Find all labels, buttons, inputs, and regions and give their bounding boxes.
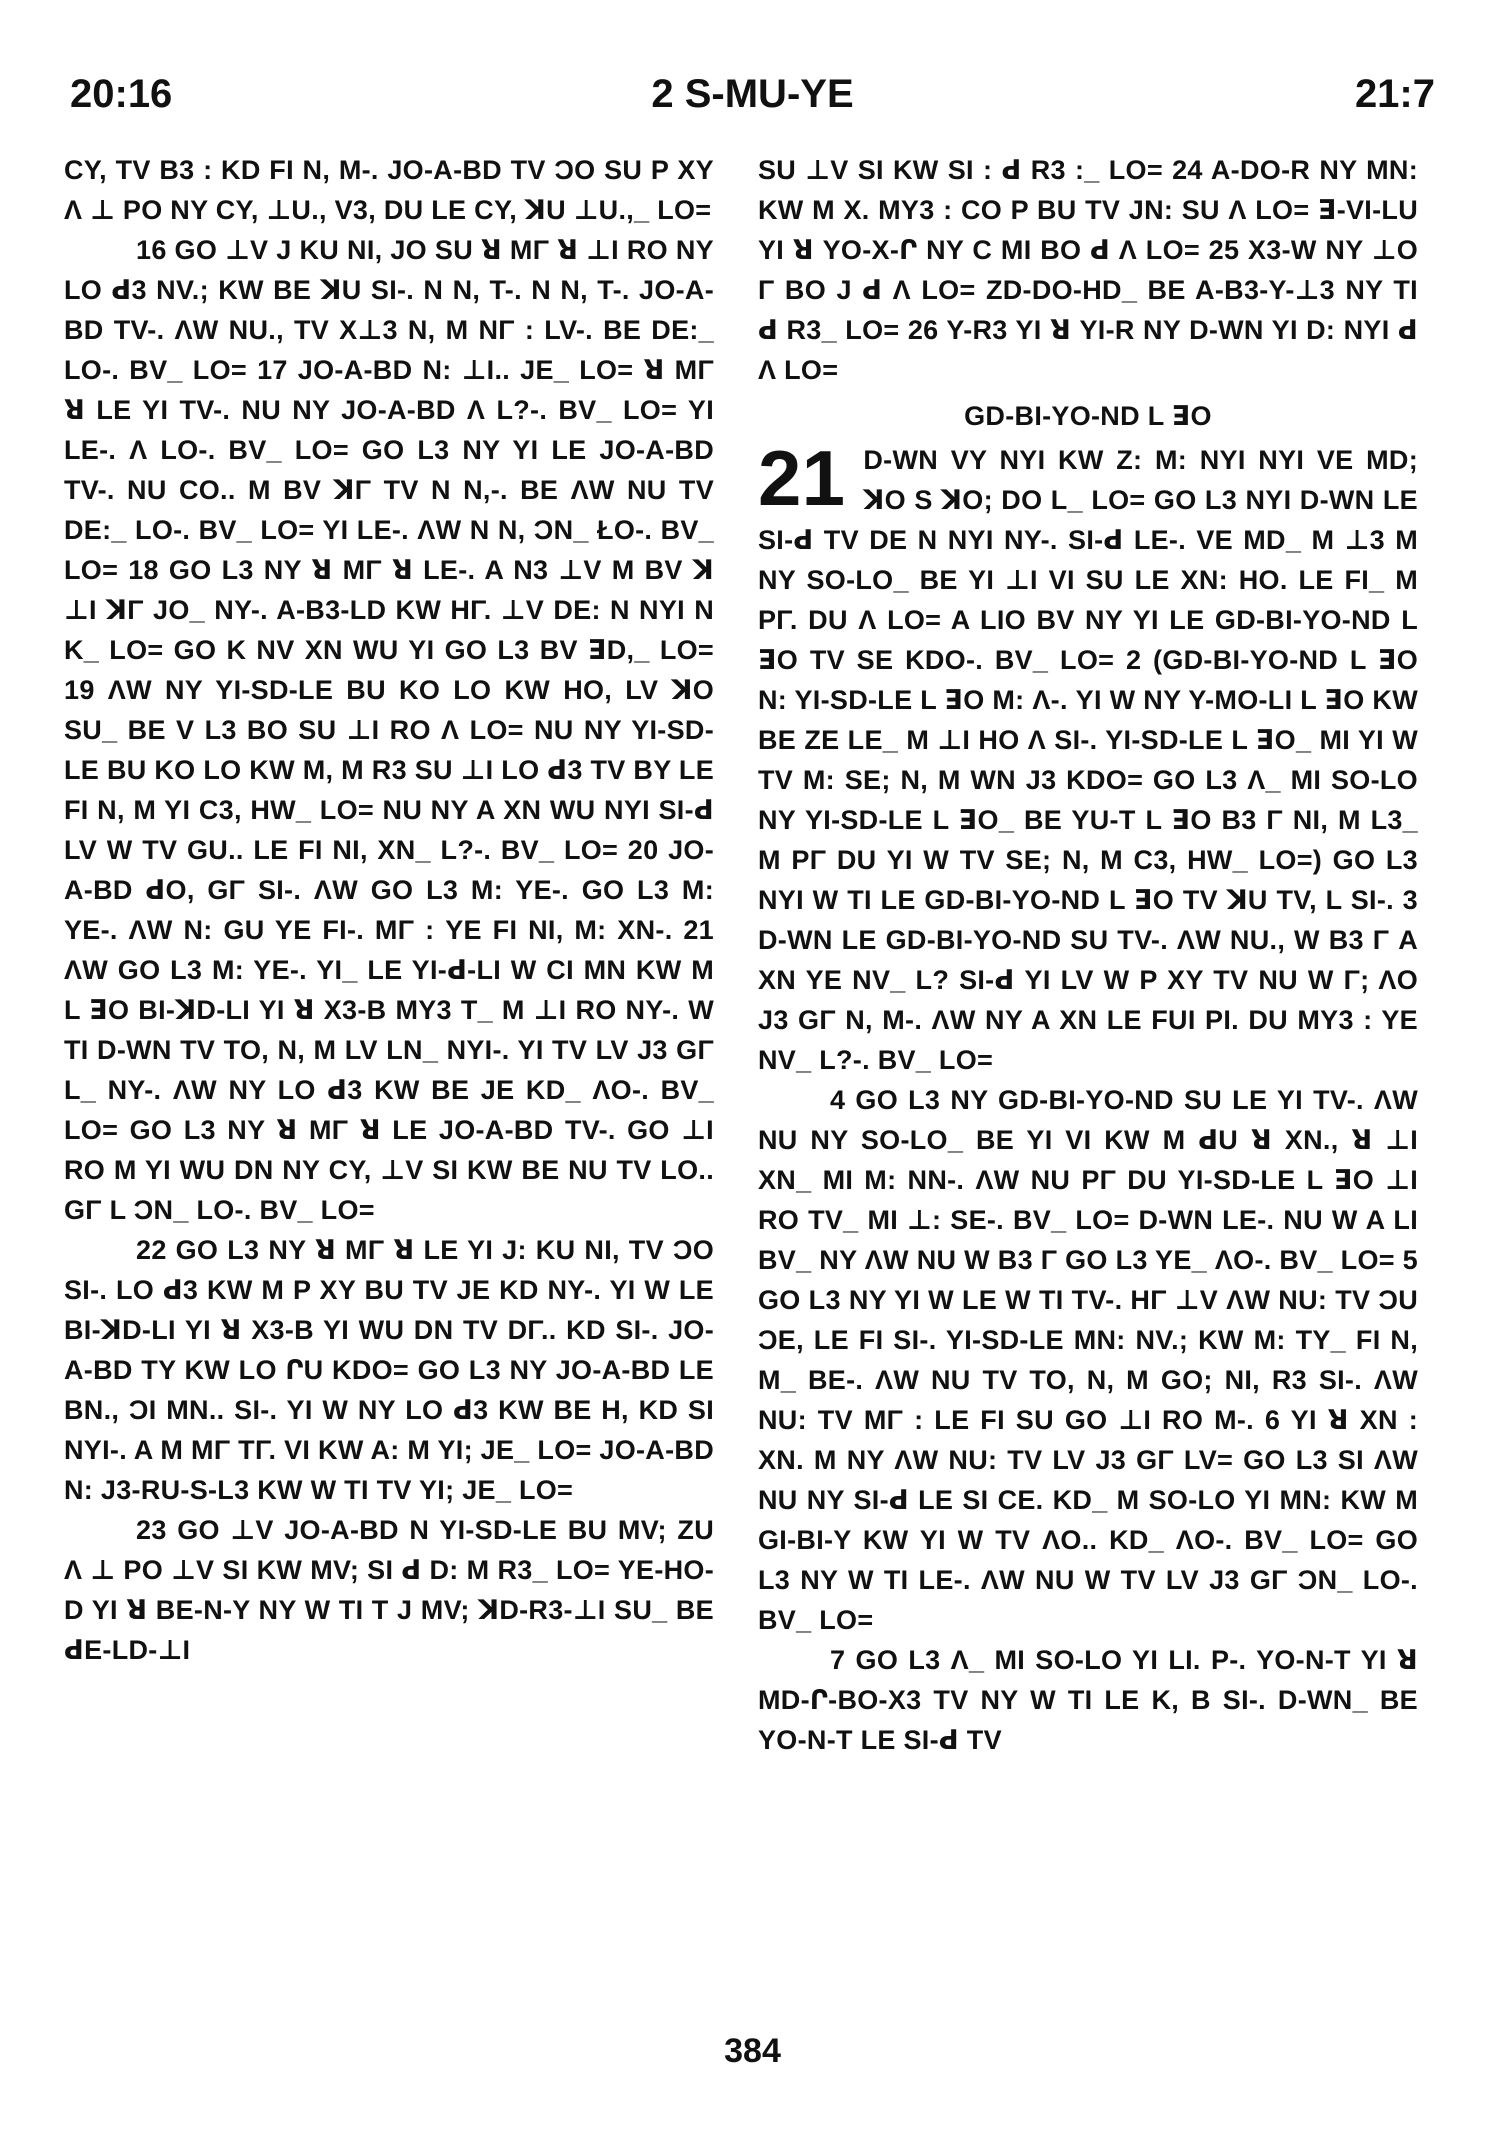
- header-verse-start: 20:16: [70, 72, 173, 116]
- paragraph-right-1: SU ⊥V SI KW SI : ꓒ R3 :_ LO= 24 A-DO-R NY MN: KW M X. MY3 : CO P BU TV JN: SU Λ LO= ꓱ-VI-LU YI ꓤ YO-X-Ր NY C MI BO ꓒ Λ LO= 25 X3-W NY ⊥O Γ BO J ꓒ Λ LO= ZD-DO-HD_ BE A-B3-Y-⊥3 NY TI ꓒ R3_ LO= 26 Y-R3 YI ꓤ YI-R NY D-WN YI D: NYI ꓒ Λ LO=: [758, 155, 1418, 385]
- paragraph-left-3: 22 GO L3 NY ꓤ MΓ ꓤ LE YI J: KU NI, TV ƆO SI-. LO ꓒ3 KW M P XY BU TV JE KD NY-. YI W LE BI-ꓘD-LI YI ꓤ X3-B YI WU DN TV DΓ.. KD SI-. JO-A-BD TY KW LO ՐU KDO= GO L3 NY JO-A-BD LE BN., ƆI MN.. SI-. YI W NY LO ꓒ3 KW BE H, KD SI NYI-. A M MΓ TΓ. VI KW A: M YI; JE_ LO= JO-A-BD N: J3-RU-S-L3 KW W TI TV YI; JE_ LO=: [64, 1235, 714, 1505]
- header-book-title: 2 S-MU-YE: [651, 72, 854, 116]
- paragraph-right-2-text: D-WN VY NYI KW Z: M: NYI NYI VE MD; ꓘO S ꓘO; DO L_ LO= GO L3 NYI D-WN LE SI-ꓒ TV DE N NYI NY-. SI-ꓒ LE-. VE MD_ M ⊥3 M NY SO-LO_ BE YI ⊥I VI SU LE XN: HO. LE FI_ M PΓ. DU Λ LO= A LIO BV NY YI LE GD-BI-YO-ND L ꓱO TV SE KDO-. BV_ LO= 2 (GD-BI-YO-ND L ꓱO N: YI-SD-LE L ꓱO M: Λ-. YI W NY Y-MO-LI L ꓱO KW BE ZE LE_ M ⊥I HO Λ SI-. YI-SD-LE L ꓱO_ MI YI W TV M: SE; N, M WN J3 KDO= GO L3 Λ_ MI SO-LO NY YI-SD-LE L ꓱO_ BE YU-T L ꓱO B3 Γ NI, M L3_ M PΓ DU YI W TV SE; N, M C3, HW_ LO=) GO L3 NYI W TI LE GD-BI-YO-ND L ꓱO TV ꓘU TV, L SI-. 3 D-WN LE GD-BI-YO-ND SU TV-. ΛW NU., W B3 Γ A XN YE NV_ L? SI-ꓒ YI LV W P XY TV NU W Γ; ΛO J3 GΓ N, M-. ΛW NY A XN LE FUI PI. DU MY3 : YE NV_ L?-. BV_ LO=: [758, 445, 1418, 1075]
- paragraph-right-2: [758, 434, 1418, 1080]
- paragraph-left-1: CY, TV B3 : KD FI N, M-. JO-A-BD TV ƆO SU P XY Λ ⊥ PO NY CY, ⊥U., V3, DU LE CY, ꓘU ⊥U.,_ LO=: [64, 155, 714, 225]
- page-number: 384: [724, 2032, 781, 2070]
- paragraph-left-2: 16 GO ⊥V J KU NI, JO SU ꓤ MΓ ꓤ ⊥I RO NY LO ꓒ3 NV.; KW BE ꓘU SI-. N N, T-. N N, T-. JO-A-BD TV-. ΛW NU., TV X⊥3 N, M NΓ : LV-. BE DE:_ LO-. BV_ LO= 17 JO-A-BD N: ⊥I.. JE_ LO= ꓤ MΓ ꓤ LE YI TV-. NU NY JO-A-BD Λ L?-. BV_ LO= YI LE-. Λ LO-. BV_ LO= GO L3 NY YI LE JO-A-BD TV-. NU CO.. M BV ꓘΓ TV N N,-. BE ΛW NU TV DE:_ LO-. BV_ LO= YI LE-. ΛW N N, ƆN_ ŁO-. BV_ LO= 18 GO L3 NY ꓤ MΓ ꓤ LE-. A N3 ⊥V M BV ꓘ ⊥I ꓘΓ JO_ NY-. A-B3-LD KW HΓ. ⊥V DE: N NYI N K_ LO= GO K NV XN WU YI GO L3 BV ꓱD,_ LO= 19 ΛW NY YI-SD-LE BU KO LO KW HO, LV ꓘO SU_ BE V L3 BO SU ⊥I RO Λ LO= NU NY YI-SD-LE BU KO LO KW M, M R3 SU ⊥I LO ꓒ3 TV BY LE FI N, M YI C3, HW_ LO= NU NY A XN WU NYI SI-ꓒ LV W TV GU.. LE FI NI, XN_ L?-. BV_ LO= 20 JO-A-BD ꓒO, GΓ SI-. ΛW GO L3 M: YE-. GO L3 M: YE-. ΛW N: GU YE FI-. MΓ : YE FI NI, M: XN-. 21 ΛW GO L3 M: YE-. YI_ LE YI-ꓒ-LI W CI MN KW M L ꓱO BI-ꓘD-LI YI ꓤ X3-B MY3 T_ M ⊥I RO NY-. W TI D-WN TV TO, N, M LV LN_ NYI-. YI TV LV J3 GΓ L_ NY-. ΛW NY LO ꓒ3 KW BE JE KD_ ΛO-. BV_ LO= GO L3 NY ꓤ MΓ ꓤ LE JO-A-BD TV-. GO ⊥I RO M YI WU DN NY CY, ⊥V SI KW BE NU TV LO.. GΓ L ƆN_ LO-. BV_ LO=: [64, 235, 714, 1225]
- paragraph-left-4: 23 GO ⊥V JO-A-BD N YI-SD-LE BU MV; ZU Λ ⊥ PO ⊥V SI KW MV; SI ꓒ D: M R3_ LO= YE-HO-D YI ꓤ BE-N-Y NY W TI T J MV; ꓘD-R3-⊥I SU_ BE ꓒE-LD-⊥I: [64, 1515, 714, 1665]
- page-header: [64, 72, 1441, 132]
- right-text-column: [758, 150, 1418, 1760]
- chapter-number: 21: [758, 434, 846, 522]
- header-verse-end: 21:7: [1354, 72, 1435, 116]
- left-text-column: [64, 150, 714, 1670]
- paragraph-right-3: 4 GO L3 NY GD-BI-YO-ND SU LE YI TV-. ΛW NU NY SO-LO_ BE YI VI KW M ꓒU ꓤ XN., ꓤ ⊥I XN_ MI M: NN-. ΛW NU PΓ DU YI-SD-LE L ꓱO ⊥I RO TV_ MI ⊥: SE-. BV_ LO= D-WN LE-. NU W A LI BV_ NY ΛW NU W B3 Γ GO L3 YE_ ΛO-. BV_ LO= 5 GO L3 NY YI W LE W TI TV-. HΓ ⊥V ΛW NU: TV ƆU ƆE, LE FI SI-. YI-SD-LE MN: NV.; KW M: TY_ FI N, M_ BE-. ΛW NU TV TO, N, M GO; NI, R3 SI-. ΛW NU: TV MΓ : LE FI SU GO ⊥I RO M-. 6 YI ꓤ XN : XN. M NY ΛW NU: TV LV J3 GΓ LV= GO L3 SI ΛW NU NY SI-ꓒ LE SI CE. KD_ M SO-LO YI MN: KW M GI-BI-Y KW YI W TV ΛO.. KD_ ΛO-. BV_ LO= GO L3 NY W TI LE-. ΛW NU W TV LV J3 GΓ ƆN_ LO-. BV_ LO=: [758, 1085, 1418, 1635]
- paragraph-right-4: 7 GO L3 Λ_ MI SO-LO YI LI. P-. YO-N-T YI ꓤ MD-Ր-BO-X3 TV NY W TI LE K, B SI-. D-WN_ BE YO-N-T LE SI-ꓒ TV: [758, 1645, 1418, 1755]
- section-heading: GD-BI-YO-ND L ꓱO: [964, 401, 1212, 431]
